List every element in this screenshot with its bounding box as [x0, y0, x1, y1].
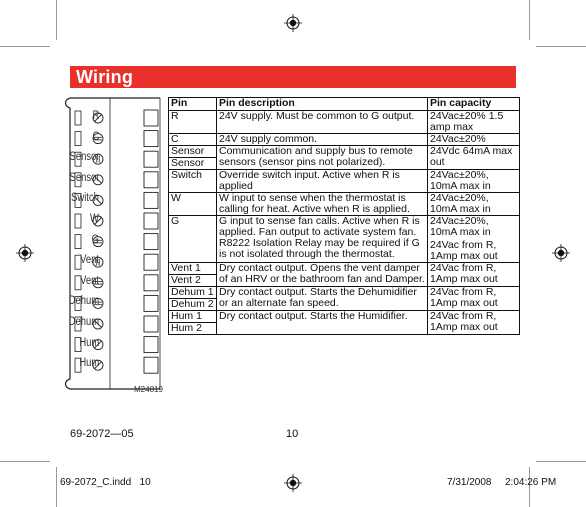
pin-cell: R [169, 111, 217, 134]
table-row [169, 287, 520, 311]
terminal-label: Vent [80, 254, 99, 267]
pin-cell [169, 311, 217, 335]
terminal-label: W [90, 213, 99, 225]
section-banner [70, 66, 516, 88]
registration-mark-icon [16, 244, 34, 262]
capacity-cell: 24Vac±20% [428, 134, 520, 146]
description-cell: Dry contact output. Starts the Humidifier. [217, 311, 428, 335]
crop-mark [0, 461, 50, 462]
description-cell: W input to sense when the thermostat is calling for heat. Active when R is applied. [217, 193, 428, 216]
file-name: 69-2072_C.indd 10 [60, 477, 151, 488]
description-cell: 24V supply common. [217, 134, 428, 146]
terminal-label: Vent [80, 274, 99, 287]
capacity-cell: 24Vac±20% 1.5 amp max [428, 111, 520, 134]
capacity-cell: 24Vac from R, 1Amp max out [428, 263, 520, 287]
pin-cell: Switch [169, 170, 217, 193]
section-title: Wiring [76, 67, 134, 87]
table-row [169, 134, 520, 146]
table-row [169, 146, 520, 170]
terminal-label: R [92, 110, 99, 122]
pin-cell [169, 263, 217, 287]
crop-mark [529, 0, 530, 40]
pin-label: Dehum 2 [169, 298, 216, 310]
pin-label: Vent 1 [171, 262, 201, 274]
pin-label: Dehum 1 [171, 286, 214, 298]
crop-mark [536, 461, 586, 462]
pin-cell: W [169, 193, 217, 216]
pin-table [168, 97, 520, 335]
slug-time: 2:04:26 PM [505, 477, 557, 488]
terminal-screw-icon [75, 131, 158, 147]
terminal-label: Hum [79, 357, 99, 370]
terminal-label: C [92, 130, 99, 143]
slug-date: 7/31/2008 [447, 477, 492, 488]
terminal-screw-icon [75, 213, 158, 229]
capacity-cell: 24Vac±20%, 10mA max in [428, 193, 520, 216]
terminal-label: Hum [79, 336, 99, 349]
table-row [169, 111, 520, 134]
crop-mark [0, 46, 50, 47]
terminal-label: Switch [71, 192, 99, 205]
capacity-line: 24Vac from R, 1Amp max out [430, 239, 498, 262]
crop-mark [56, 467, 57, 507]
capacity-cell: 24Vdc 64mA max out [428, 146, 520, 170]
description-cell: 24V supply. Must be common to G output. [217, 111, 428, 134]
pin-cell: G [169, 216, 217, 263]
terminal-screw-icon [75, 110, 158, 126]
terminal-screw-icon [75, 234, 158, 250]
table-row [169, 170, 520, 193]
pin-cell [169, 146, 217, 170]
terminal-label: Dehum [68, 295, 99, 308]
doc-number: 69-2072—05 [70, 428, 134, 440]
page-number: 10 [286, 428, 299, 440]
pin-label: Hum 2 [169, 322, 216, 334]
table-row [169, 216, 520, 263]
capacity-cell: 24Vac±20%, 10mA max in [428, 170, 520, 193]
header-pin: Pin [169, 98, 217, 111]
pin-label: Hum 1 [171, 310, 202, 322]
terminal-block-diagram [60, 96, 168, 391]
figure-id: M24819 [134, 385, 163, 394]
pin-cell [169, 287, 217, 311]
terminal-label: G [91, 233, 99, 246]
table-row [169, 263, 520, 287]
crop-mark [56, 0, 57, 40]
description-cell: Dry contact output. Opens the vent damper of an HRV or the bathroom fan and Damper. [217, 263, 428, 287]
terminal-label: Dehum [68, 316, 99, 328]
table-header-row [169, 98, 520, 111]
pin-label: Sensor [169, 157, 216, 169]
description-cell: Override switch input. Active when R is applied [217, 170, 428, 193]
pin-label: Vent 2 [169, 274, 216, 286]
capacity-cell: 24Vac from R, 1Amp max out [428, 311, 520, 335]
terminal-label: Sensor [69, 151, 99, 164]
pin-cell: C [169, 134, 217, 146]
capacity-cell [428, 216, 520, 263]
description-cell: Communication and supply bus to remote sensors (sensor pins not polarized). [217, 146, 428, 170]
terminal-label: Sensor [69, 171, 99, 184]
pin-label: Sensor [171, 145, 205, 157]
registration-mark-icon [284, 14, 302, 32]
registration-mark-icon [552, 244, 570, 262]
header-pin-capacity: Pin capacity [428, 98, 520, 111]
header-pin-description: Pin description [217, 98, 428, 111]
capacity-cell: 24Vac from R, 1Amp max out [428, 287, 520, 311]
capacity-line: 24Vac±20%, 10mA max in [430, 215, 491, 238]
table-row [169, 193, 520, 216]
registration-mark-icon [284, 474, 302, 492]
crop-mark [536, 46, 586, 47]
description-cell: G input to sense fan calls. Active when R is applied. Fan output to activate system fan. R8222 Isolation Relay may be required if G is not isolated through the thermostat. [217, 216, 428, 263]
table-row [169, 311, 520, 335]
description-cell: Dry contact output. Starts the Dehumidifier or an alternate fan speed. [217, 287, 428, 311]
